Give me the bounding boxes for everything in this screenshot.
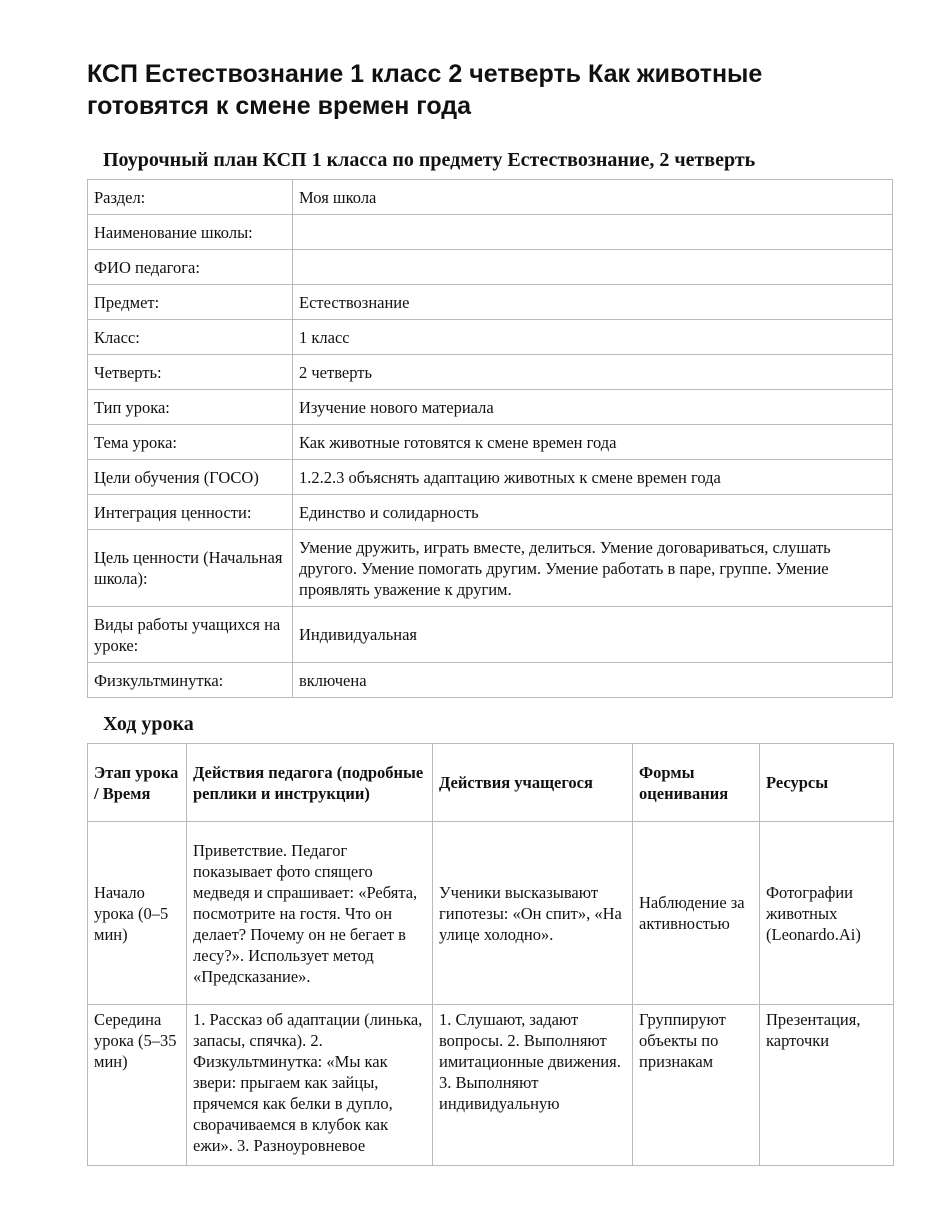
resources-cell: Фотографии животных (Leonardo.Ai): [760, 822, 894, 1005]
column-header-stage: Этап урока / Время: [88, 744, 187, 822]
student-cell: [433, 1005, 633, 1166]
info-row-goals: [88, 460, 893, 495]
info-value: Умение дружить, играть вместе, делиться. Умение договариваться, слушать другого. Умение помогать другим. Умение работать в паре, группе. Умение проявлять уважение к другим.: [293, 530, 893, 607]
assessment-cell: [633, 1005, 760, 1166]
info-key: Тема урока:: [88, 425, 293, 460]
info-row-grade: [88, 320, 893, 355]
info-value: Естествознание: [293, 285, 893, 320]
resources-text: Презентация, карточки: [766, 1010, 861, 1050]
column-header-assessment: Формы оценивания: [633, 744, 760, 822]
column-header-teacher: Действия педагога (подробные реплики и инструкции): [187, 744, 433, 822]
student-text: 1. Слушают, задают вопросы. 2. Выполняют имитационные движения. 3. Выполняют индивидуальную: [439, 1010, 621, 1113]
info-key: Интеграция ценности:: [88, 495, 293, 530]
lesson-flow-table: [87, 743, 894, 1166]
teacher-text: 1. Рассказ об адаптации (линька, запасы, спячка). 2. Физкультминутка: «Мы как звери: прыгаем как зайцы, прячемся как белки в дупло, сворачиваемся в клубок как ежи». 3. Разноуровневое: [193, 1010, 423, 1155]
lesson-heading: Ход урока: [103, 713, 194, 735]
info-row-teacher: [88, 250, 893, 285]
assessment-text: Группируют объекты по признакам: [639, 1010, 726, 1071]
info-value: [293, 215, 893, 250]
info-value: Индивидуальная: [293, 607, 893, 663]
info-row-work-types: [88, 607, 893, 663]
lesson-row: [88, 822, 894, 1005]
info-key: Цели обучения (ГОСО): [88, 460, 293, 495]
assessment-cell: Наблюдение за активностью: [633, 822, 760, 1005]
lesson-row: [88, 1005, 894, 1166]
info-value: 1 класс: [293, 320, 893, 355]
info-row-topic: [88, 425, 893, 460]
info-value: включена: [293, 663, 893, 698]
info-value: Как животные готовятся к смене времен года: [293, 425, 893, 460]
teacher-cell: Приветствие. Педагог показывает фото спящего медведя и спрашивает: «Ребята, посмотрите на гостя. Что он делает? Почему он не бегает в лесу?». Использует метод «Предсказание».: [187, 822, 433, 1005]
info-row-section: [88, 180, 893, 215]
info-key: Цель ценности (Начальная школа):: [88, 530, 293, 607]
info-value: Единство и солидарность: [293, 495, 893, 530]
plan-heading: Поурочный план КСП 1 класса по предмету Естествознание, 2 четверть: [103, 149, 756, 171]
info-value: Изучение нового материала: [293, 390, 893, 425]
column-header-resources: Ресурсы: [760, 744, 894, 822]
column-header-student: Действия учащегося: [433, 744, 633, 822]
info-row-value-goal: [88, 530, 893, 607]
info-row-value: [88, 495, 893, 530]
stage-cell: Начало урока (0–5 мин): [88, 822, 187, 1005]
info-row-subject: [88, 285, 893, 320]
info-key: Виды работы учащихся на уроке:: [88, 607, 293, 663]
info-key: ФИО педагога:: [88, 250, 293, 285]
info-row-exercise: [88, 663, 893, 698]
student-cell: Ученики высказывают гипотезы: «Он спит», «На улице холодно».: [433, 822, 633, 1005]
info-row-lesson-type: [88, 390, 893, 425]
stage-text: Середина урока (5–35 мин): [94, 1010, 177, 1071]
resources-cell: [760, 1005, 894, 1166]
info-value: 1.2.2.3 объяснять адаптацию животных к смене времен года: [293, 460, 893, 495]
info-key: Физкультминутка:: [88, 663, 293, 698]
info-key: Предмет:: [88, 285, 293, 320]
info-key: Раздел:: [88, 180, 293, 215]
lesson-info-table: [87, 179, 893, 698]
info-value: Моя школа: [293, 180, 893, 215]
teacher-cell: [187, 1005, 433, 1166]
info-key: Тип урока:: [88, 390, 293, 425]
info-key: Наименование школы:: [88, 215, 293, 250]
info-key: Четверть:: [88, 355, 293, 390]
stage-cell: [88, 1005, 187, 1166]
lesson-header-row: [88, 744, 894, 822]
info-value: [293, 250, 893, 285]
info-row-quarter: [88, 355, 893, 390]
page-title: КСП Естествознание 1 класс 2 четверть Как животные готовятся к смене времен года: [87, 60, 763, 120]
info-row-school: [88, 215, 893, 250]
info-key: Класс:: [88, 320, 293, 355]
info-value: 2 четверть: [293, 355, 893, 390]
